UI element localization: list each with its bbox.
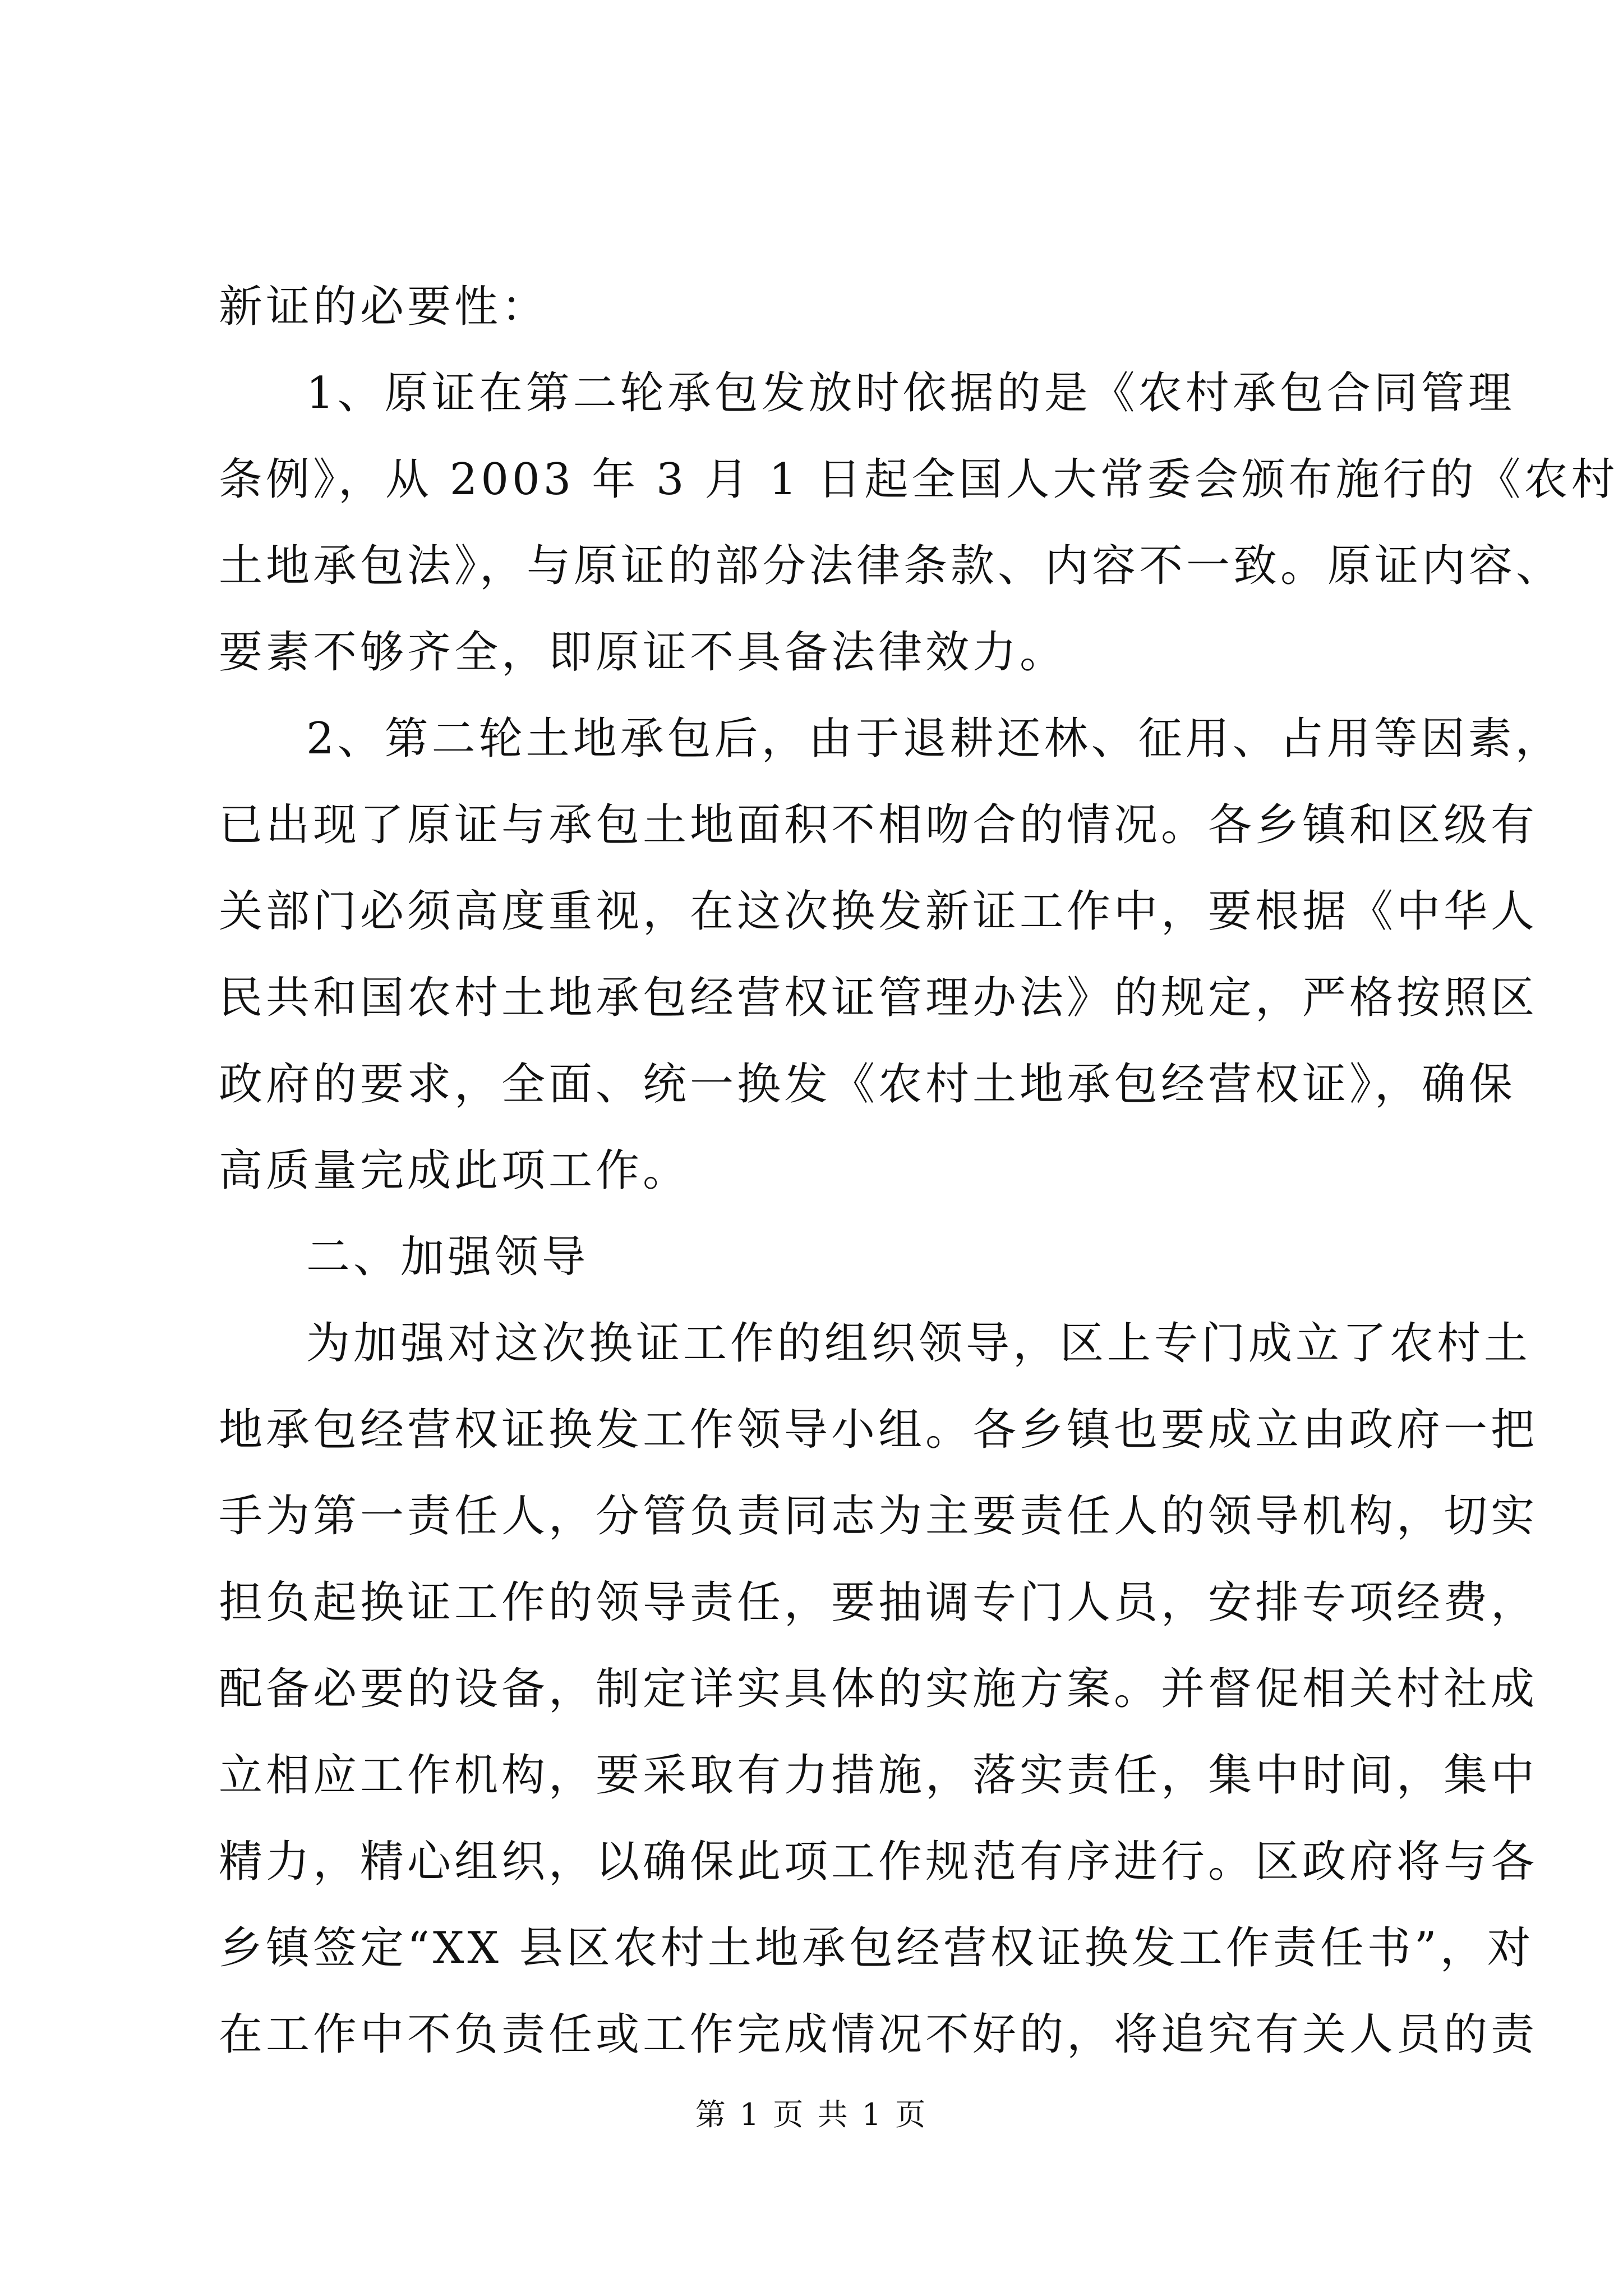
text-line: 已出现了原证与承包土地面积不相吻合的情况。各乡镇和区级有 [219, 800, 1538, 850]
paragraph-start-line: 2、第二轮土地承包后，由于退耕还林、征用、占用等因素， [306, 714, 1562, 764]
text-line: 政府的要求，全面、统一换发《农村土地承包经营权证》，确保 [219, 1059, 1516, 1110]
text-line: 地承包经营权证换发工作领导小组。各乡镇也要成立由政府一把 [219, 1405, 1538, 1455]
paragraph-start-line: 为加强对这次换证工作的组织领导，区上专门成立了农村土 [306, 1318, 1532, 1369]
text-line: 民共和国农村土地承包经营权证管理办法》的规定，严格按照区 [219, 973, 1538, 1023]
page-footer: 第 1 页 共 1 页 [695, 2097, 928, 2132]
paragraph-start-line: 1、原证在第二轮承包发放时依据的是《农村承包合同管理 [306, 368, 1515, 418]
text-line: 立相应工作机构，要采取有力措施，落实责任，集中时间，集中 [219, 1750, 1538, 1801]
document-body [219, 264, 1619, 2078]
text-line: 在工作中不负责任或工作完成情况不好的，将追究有关人员的责 [219, 2009, 1538, 2060]
text-line: 担负起换证工作的领导责任，要抽调专门人员，安排专项经费， [219, 1577, 1538, 1628]
text-line: 土地承包法》，与原证的部分法律条款、内容不一致。原证内容、 [219, 541, 1564, 591]
section-heading: 二、加强领导 [306, 1232, 589, 1282]
text-line: 关部门必须高度重视，在这次换发新证工作中，要根据《中华人 [219, 886, 1538, 937]
text-line: 乡镇签定“XX 县区农村土地承包经营权证换发工作责任书”，对 [219, 1923, 1534, 1973]
text-line: 手为第一责任人，分管负责同志为主要责任人的领导机构，切实 [219, 1491, 1538, 1542]
text-line: 高质量完成此项工作。 [219, 1145, 690, 1196]
text-line: 精力，精心组织，以确保此项工作规范有序进行。区政府将与各 [219, 1837, 1538, 1887]
text-line: 要素不够齐全，即原证不具备法律效力。 [219, 627, 1067, 678]
text-line: 条例》，从 2003 年 3 月 1 日起全国人大常委会颁布施行的《农村 [219, 454, 1619, 505]
text-line: 新证的必要性： [219, 282, 549, 332]
text-line: 配备必要的设备，制定详实具体的实施方案。并督促相关村社成 [219, 1664, 1538, 1714]
